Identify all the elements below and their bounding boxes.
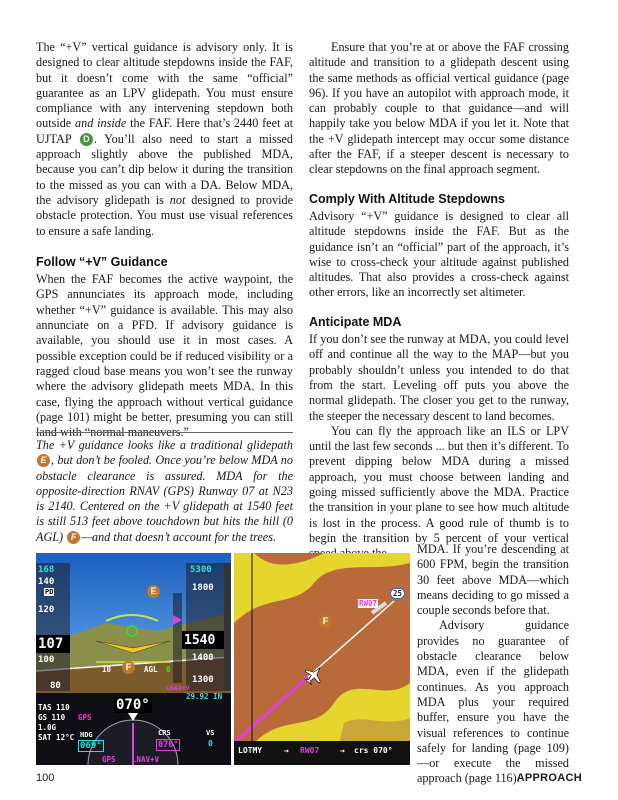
lnav-v-label: LNAV+V (166, 684, 190, 692)
mode-gps: GPS (78, 713, 92, 722)
speed-80: 80 (50, 681, 61, 691)
distance-ring: 25 (390, 588, 405, 599)
speed-sel: 140 (38, 577, 55, 587)
map-graphic (234, 553, 410, 765)
terrain-red-top (254, 553, 324, 565)
section-title: APPROACH (516, 772, 582, 784)
agl-label: AGL (144, 665, 158, 674)
from-waypoint: LOTMY (238, 746, 263, 755)
paragraph-no-obstacle-guarantee: Advisory guidance provides no guarantee of obstacle clearance below MDA, even if the glidepath continues. As you approach MDA plus your required buffer, ensure you have the visual references to continue safely for landing (page 109)—or execute the missed approach (page 116). (417, 618, 569, 786)
paragraph-faf-crossing: Ensure that you’re at or above the FAF crossing altitude and transition to a glidepath descent using the same methods as official vertical guidance (page 96). If you have an autopilot with approach mode, it can probably couple to that guidance—and will happily take you below MDA if you let it. Note that the +V glidepath intercept may occur some distance after the FAF, if a steeper descent is necessary to clear stepdowns on the final approach segment. (309, 40, 569, 177)
map-badge-f-icon: F (319, 615, 332, 628)
agl-value: 0 (166, 665, 171, 674)
figure-caption: The +V guidance looks like a traditional glidepath E , but don’t be fooled. Once you’re below MDA no obstacle clearance is assured. MDA for the opposite-direction RNAV (GPS) Runway 07 at N23 is 2140. Centered on the +V glidepath at 1540 feet is still 513 feet above touchdown but hits the hill (0 AGL) F —and that doesn’t account for the trees. (36, 432, 293, 545)
alt-1400: 1400 (192, 653, 214, 663)
paragraph-ils-lpv-continued: MDA. If you’re descending at 600 FPM, begin the transition 30 feet above MDA—which means deciding to go missed a couple seconds before that. (417, 542, 569, 618)
right-column-wrap (417, 542, 569, 787)
pfd-badge-e-icon: E (147, 585, 160, 598)
paragraph-advisory-only: The “+V” vertical guidance is advisory only. It is designed to clear altitude stepdowns inside the FAF, but it doesn’t come with the same “official” guarantee as an LPV glidepath. You must ensure compliance with any intervening stepdown both outside and inside the FAF. Here that’s 2440 feet at UJTAP D . You’ll also need to start a missed approach slightly above the published MDA, because you can’t dip below it during the transition to the missed as you can with a DA. Below MDA, the advisory glidepath is not designed to provide obstacle protection. You must use visual references to ensure a safe landing. (36, 40, 294, 238)
vsi-tape (224, 563, 231, 691)
badge-f-icon: F (67, 531, 80, 544)
paragraph-comply-stepdowns: Advisory “+V” guidance is designed to clear all altitude stepdowns inside the FAF. But as the guidance isn’t an “official” part of the approach, it’s wise to cross-check your altitude against published altitudes. That also provides a cross-check against other errors, like an incorrectly set altimeter. (309, 208, 569, 300)
vs-label: VS (206, 729, 215, 737)
badge-e-icon: E (37, 454, 50, 467)
heading-follow-guidance: Follow “+V” Guidance (36, 254, 168, 269)
speed-120: 120 (38, 605, 55, 615)
g-load: 1.0G (38, 723, 57, 732)
pfd-screenshot (36, 553, 231, 765)
crs-label: CRS (158, 729, 171, 737)
vs-value: 0 (208, 739, 213, 748)
glidepath-scale (173, 593, 182, 683)
right-column (309, 40, 569, 562)
pitch-10: 10 (102, 665, 112, 674)
paragraph-follow-guidance: When the FAF becomes the active waypoint, the GPS annunciates its approach mode, including whether “+V” guidance is available. This may also annunciate on a PFD. If advisory guidance is available, you should use it in most cases. A possible exception could be if reduced visibility or a ragged cloud base means you won’t see the runway where the advisory glidepath meets MDA. In this case, flying the approach without vertical guidance (page 101) might be better, presuming you can still land with “normal maneuvers.” (36, 272, 293, 440)
heading-big: 070° (116, 697, 150, 713)
speed-current: 107 (38, 636, 64, 652)
moving-map-screenshot (234, 553, 410, 765)
runway-label: RW07 (359, 599, 378, 608)
course-readout: crs 070° (354, 746, 393, 755)
hdg-value: 069° (80, 741, 102, 751)
tas-readout: TAS 110 (38, 703, 70, 712)
pfd-badge-f-icon: F (122, 661, 135, 674)
paragraph-ils-lpv: You can fly the approach like an ILS or LPV until the last few seconds ... but then it’s different. To prevent dipping below MDA during a missed approach, you must choose between landing and going missed sufficiently above the MDA. Practice the transition in your plane to see how much altitude is lost in the process. A good rule of thumb is to begin the transition by 5 percent of your vertical (309, 423, 569, 545)
alt-selected: 5300 (190, 565, 212, 575)
to-waypoint: RW07 (300, 746, 320, 755)
speed-100: 100 (38, 655, 55, 665)
page-number: 100 (36, 772, 55, 784)
nav-arrow-2: → (340, 746, 345, 755)
speed-top: 168 (38, 565, 55, 575)
alt-1300: 1300 (192, 675, 214, 685)
hdg-label: HDG (80, 731, 93, 739)
alt-current: 1540 (184, 633, 216, 648)
heading-anticipate-mda: Anticipate MDA (309, 314, 402, 329)
badge-d-icon: D (80, 133, 93, 146)
baro-setting: 29.92 IN (186, 692, 223, 701)
nav-arrow-1: → (284, 746, 289, 755)
sat-readout: SAT 12°C (38, 733, 75, 742)
heading-comply-stepdowns: Comply With Altitude Stepdowns (309, 191, 505, 206)
paragraph-anticipate-mda: If you don’t see the runway at MDA, you could level off and continue all the way to the MAP—but you probably shouldn’t unless you intended to do that from the start. Leveling off puts you above the normal glidepath. The closer you get to the runway, the steeper the necessary descent to land becomes. (309, 332, 569, 423)
pd-flag: PD (45, 588, 54, 596)
gs-readout: GS 110 (38, 713, 66, 722)
crs-value: 070° (158, 740, 179, 750)
left-column (36, 40, 293, 440)
alt-1800: 1800 (192, 583, 214, 593)
bottom-lnav-v: LNAV+V (132, 755, 160, 764)
bottom-gps: GPS (102, 755, 116, 764)
